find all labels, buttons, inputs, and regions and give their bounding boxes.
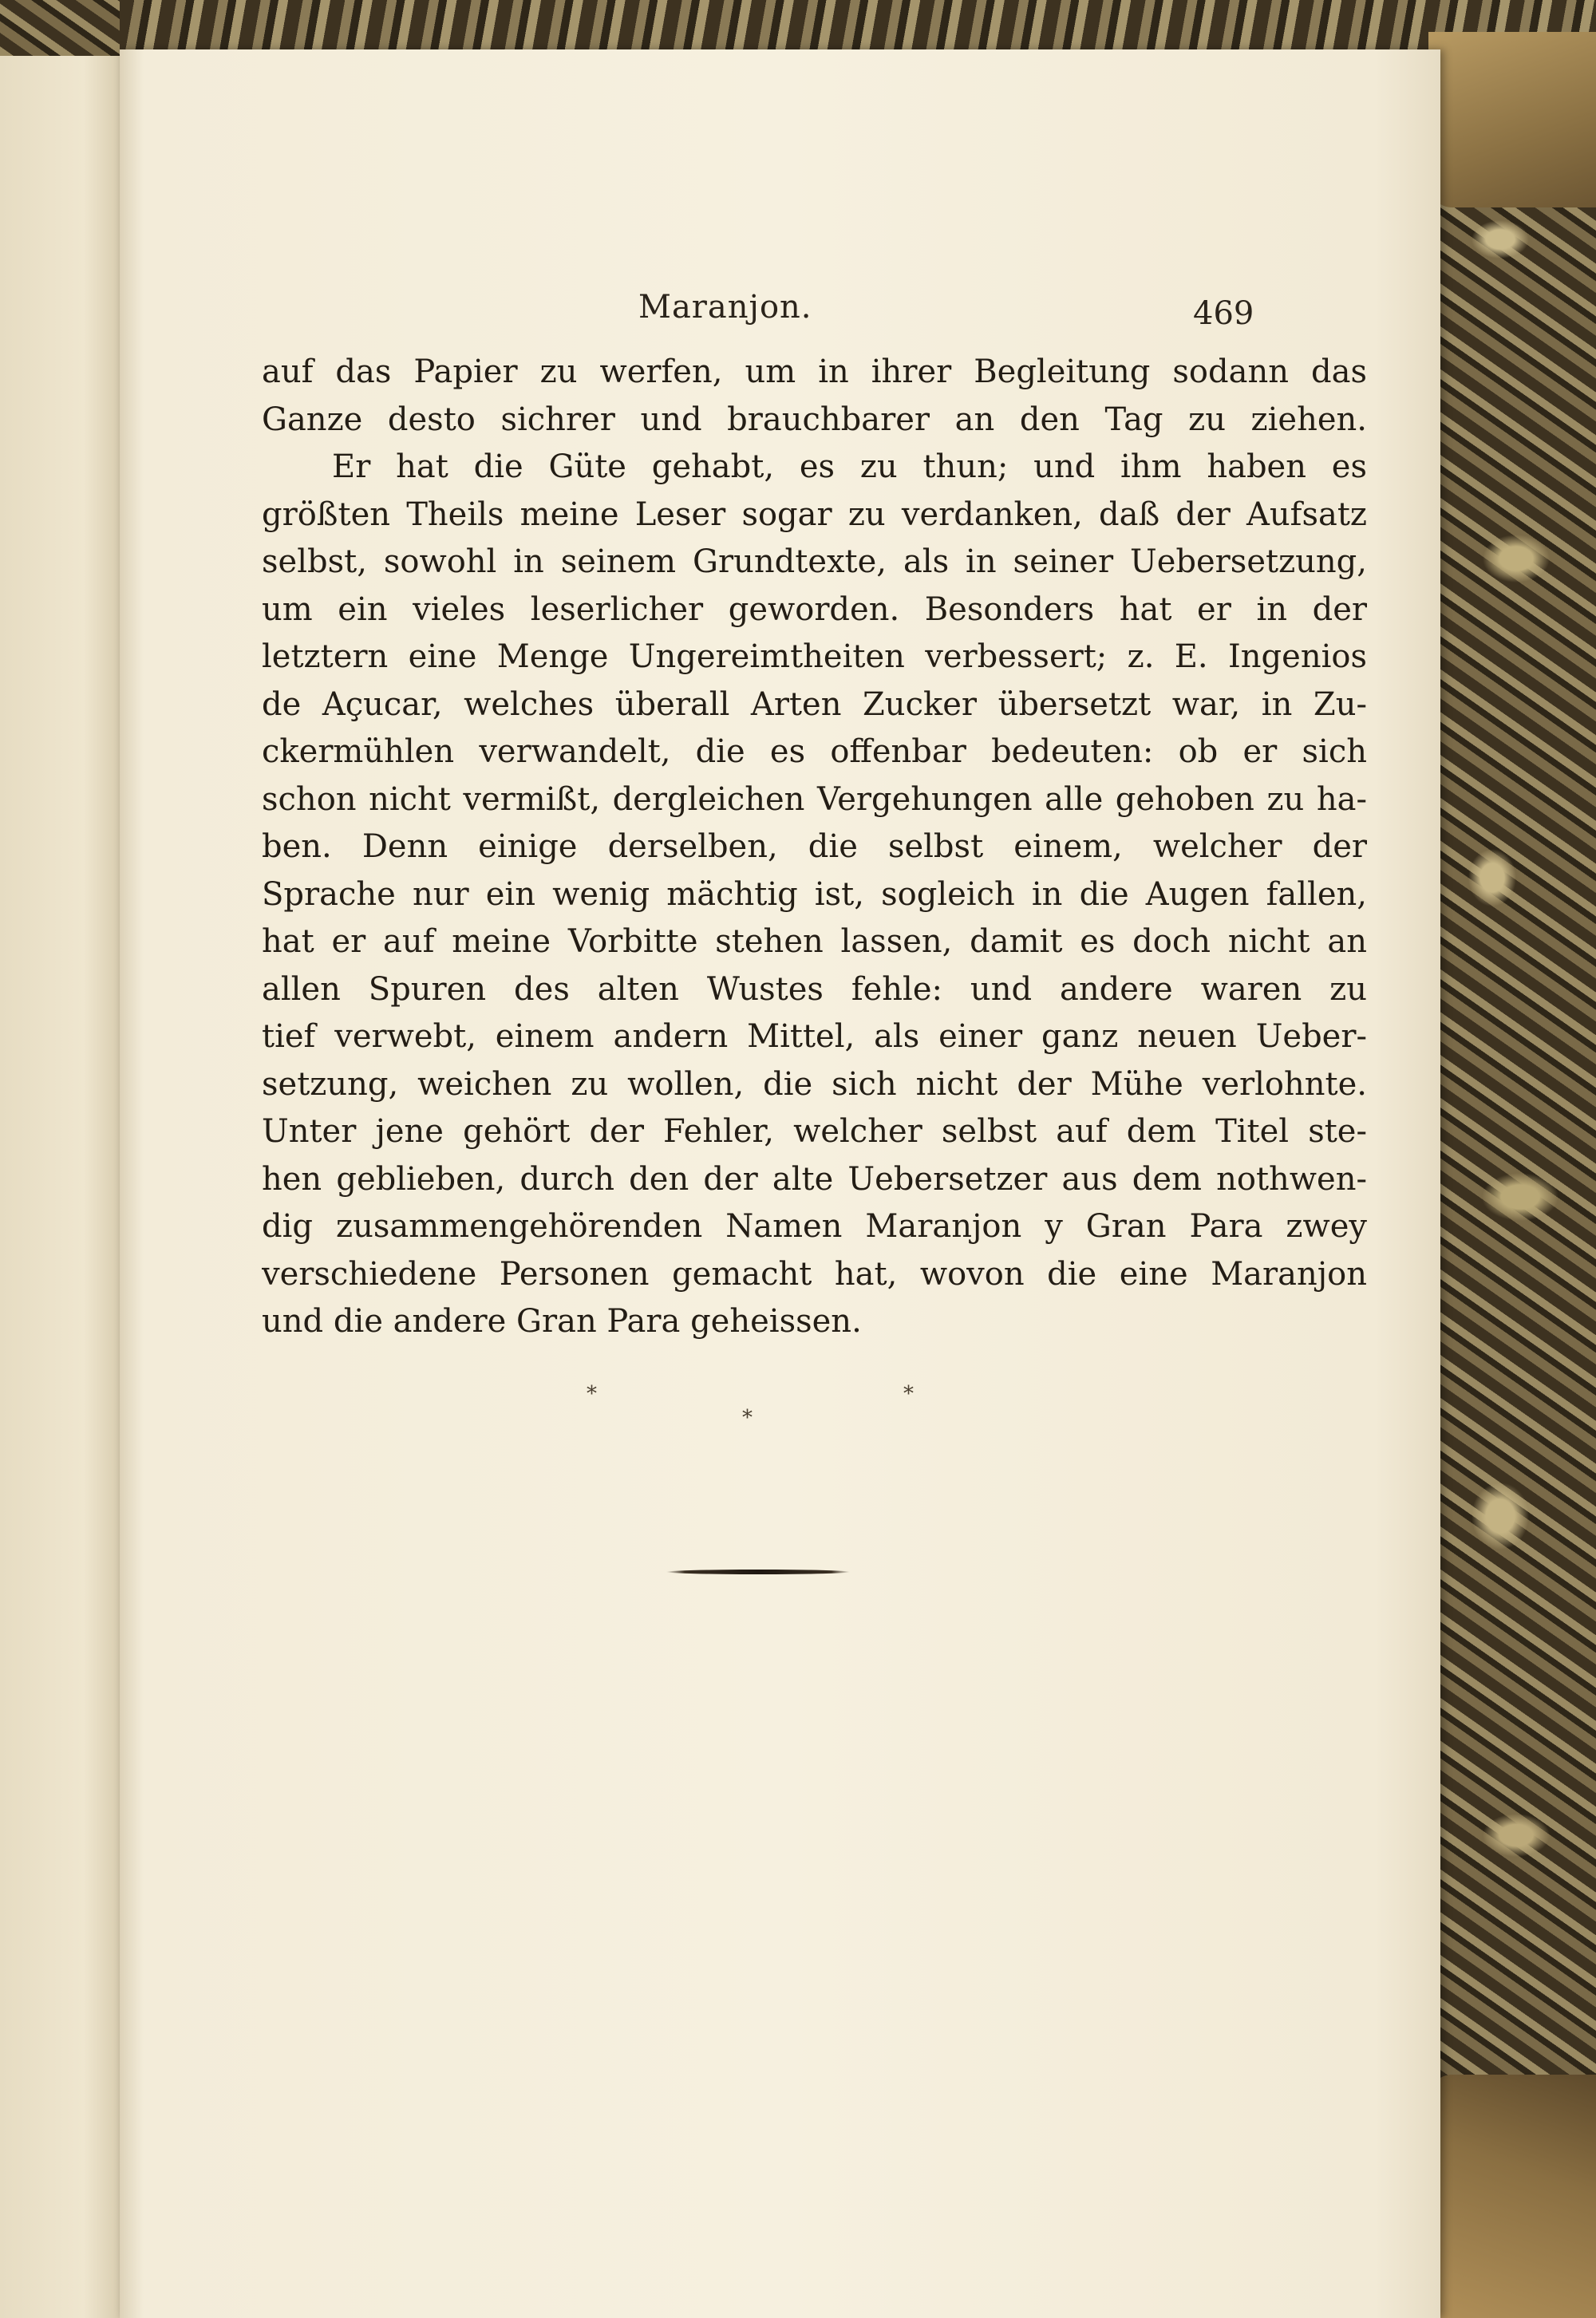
text-line: Sprache nur ein wenig mächtig ist, sogleich in die Augen fallen,	[262, 875, 1367, 913]
text-line: setzung, weichen zu wollen, die sich nicht der Mühe verlohnte.	[262, 1065, 1367, 1103]
text-line: verschiedene Personen gemacht hat, wovon die eine Maranjon	[262, 1255, 1367, 1293]
marbled-cover-top-edge	[120, 0, 1596, 56]
end-rule-ornament	[666, 1570, 850, 1574]
text-line: ckermühlen verwandelt, die es offenbar bedeuten: ob er sich	[262, 733, 1367, 770]
running-title: Maranjon.	[638, 289, 812, 326]
book-page	[120, 49, 1440, 2318]
text-line: größten Theils meine Leser sogar zu verdanken, daß der Aufsatz	[262, 496, 1367, 533]
asterism-ornament	[120, 1382, 1440, 1446]
text-line: Ganze desto sichrer und brauchbarer an den Tag zu ziehen.	[262, 401, 1367, 438]
text-line: hat er auf meine Vorbitte stehen lassen, damit es doch nicht an	[262, 923, 1367, 960]
text-line: ben. Denn einige derselben, die selbst einem, welcher der	[262, 828, 1367, 865]
text-line: hen geblieben, durch den der alte Uebersetzer aus dem nothwen-	[262, 1160, 1367, 1198]
text-line: de Açucar, welches überall Arten Zucker übersetzt war, in Zu-	[262, 685, 1367, 723]
text-line: Er hat die Güte gehabt, es zu thun; und ihm haben es	[332, 448, 1367, 485]
text-line: selbst, sowohl in seinem Grundtexte, als in seiner Uebersetzung,	[262, 543, 1367, 580]
previous-page-edge	[0, 56, 120, 2318]
text-line: um ein vieles leserlicher geworden. Besonders hat er in der	[262, 590, 1367, 628]
text-line: dig zusammengehörenden Namen Maranjon y Gran Para zwey	[262, 1208, 1367, 1245]
text-line: und die andere Gran Para geheissen.	[262, 1303, 862, 1340]
text-line: allen Spuren des alten Wustes fehle: und andere waren zu	[262, 970, 1367, 1008]
text-line: tief verwebt, einem andern Mittel, als einer ganz neuen Ueber-	[262, 1018, 1367, 1055]
body-text	[262, 349, 1367, 1346]
page-number: 469	[1193, 295, 1254, 332]
asterisk-glyph: *	[587, 1382, 597, 1406]
cover-corner-top	[1428, 32, 1596, 207]
text-line: auf das Papier zu werfen, um in ihrer Begleitung sodann das	[262, 353, 1367, 390]
text-line: Unter jene gehört der Fehler, welcher selbst auf dem Titel ste-	[262, 1113, 1367, 1150]
asterisk-glyph: *	[742, 1406, 753, 1430]
page-header	[120, 289, 1440, 337]
asterisk-glyph: *	[903, 1382, 914, 1406]
text-line: letztern eine Menge Ungereimtheiten verbessert; z. E. Ingenios	[262, 638, 1367, 675]
cover-corner-bottom	[1428, 2075, 1596, 2318]
text-line: schon nicht vermißt, dergleichen Vergehungen alle gehoben zu ha-	[262, 780, 1367, 818]
